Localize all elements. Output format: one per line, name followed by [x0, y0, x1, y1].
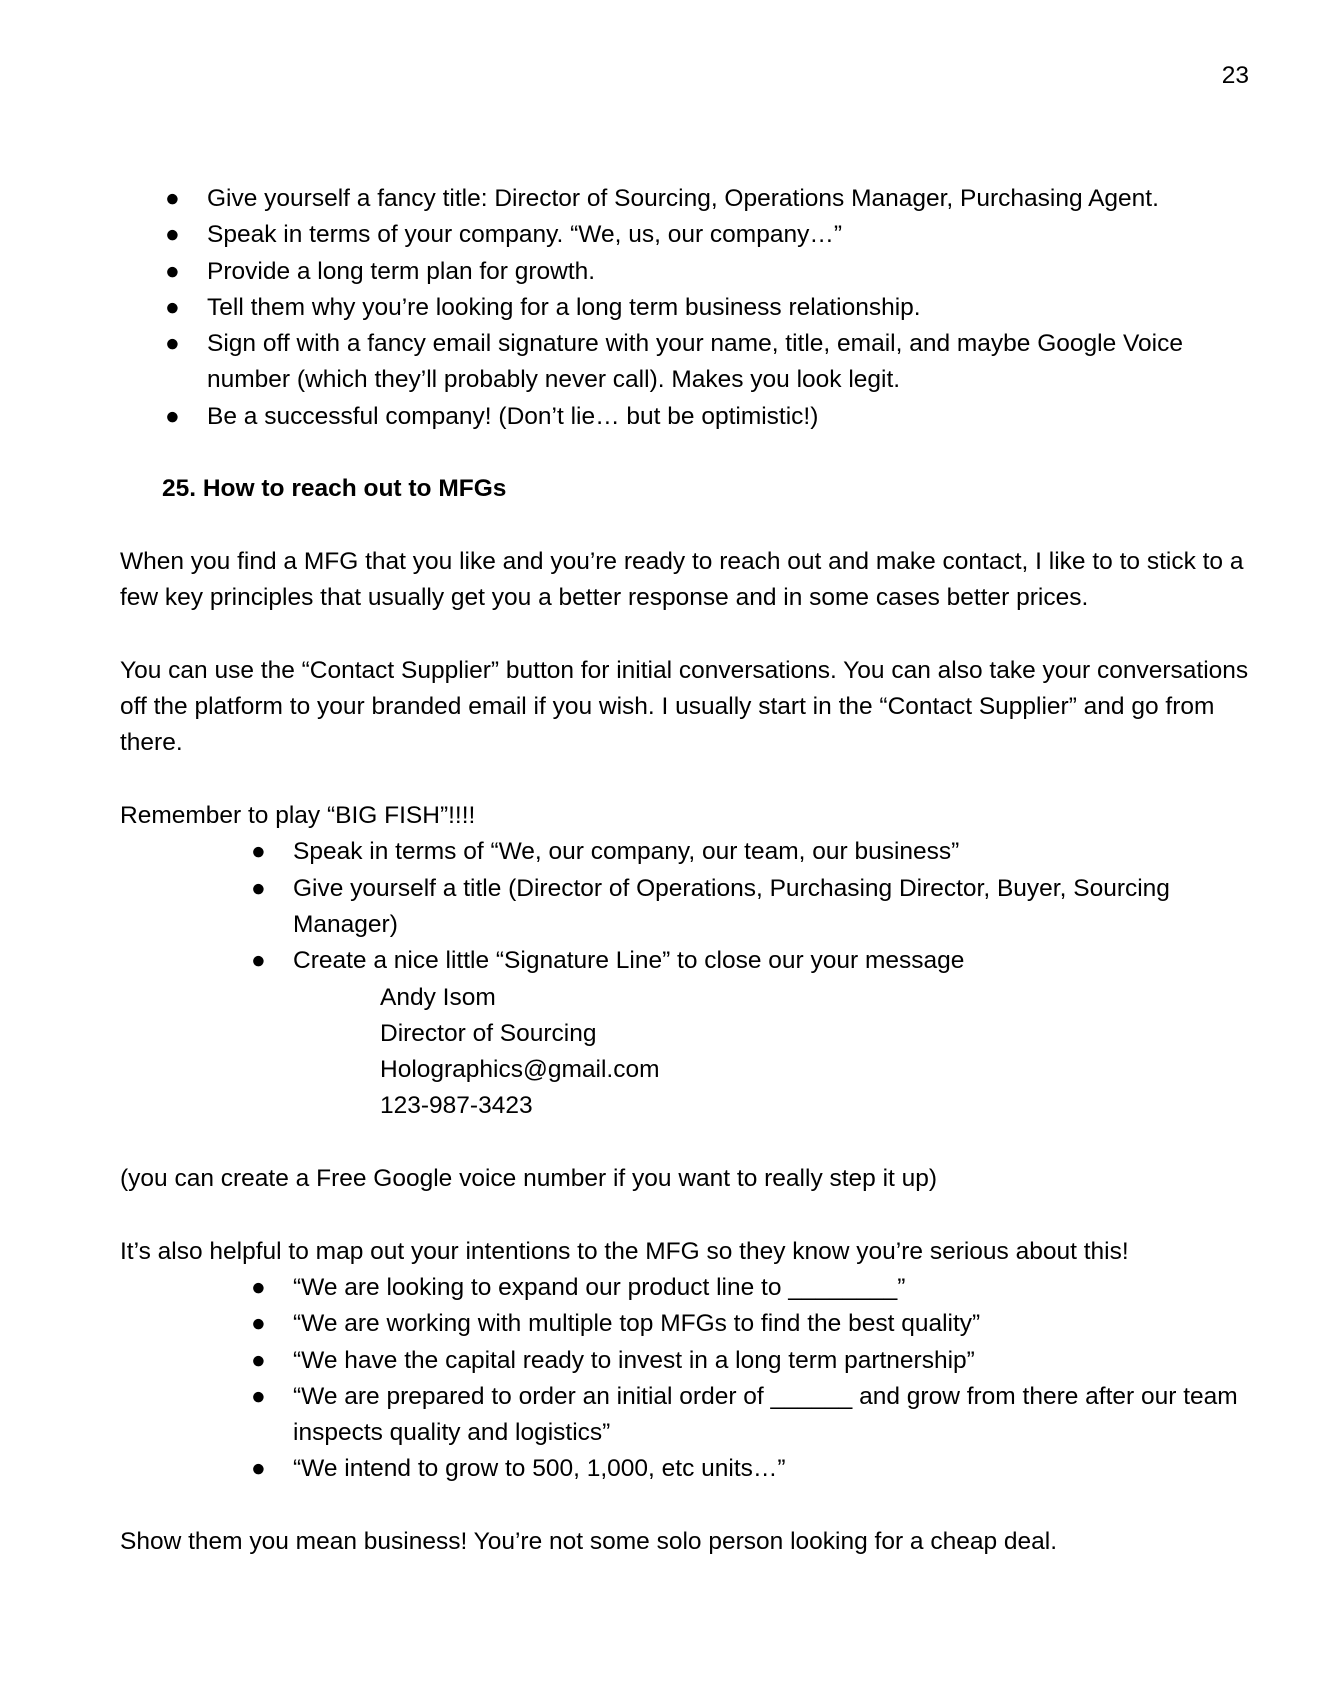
list-item: ● “We are looking to expand our product line to ________”	[293, 1270, 1260, 1306]
list-item: ● Speak in terms of your company. “We, us, our company…”	[207, 217, 1260, 253]
closing-paragraph: Show them you mean business! You’re not some solo person looking for a cheap deal.	[120, 1527, 1058, 1555]
list-item: ● “We intend to grow to 500, 1,000, etc units…”	[293, 1451, 1260, 1487]
list-item: ● Give yourself a fancy title: Director of Sourcing, Operations Manager, Purchasing Agent.	[207, 181, 1260, 217]
big-fish-paragraph: Remember to play “BIG FISH”!!!!	[120, 802, 476, 830]
list-item: ● “We have the capital ready to invest in a long term partnership”	[293, 1343, 1260, 1379]
bullet-icon: ●	[251, 947, 266, 975]
bullet-icon: ●	[165, 257, 180, 285]
contact-paragraph: You can use the “Contact Supplier” button for initial conversations. You can also take your conversations off the platform to your branded email if you wish. I usually start in the “Contact Supplier” and go from there.	[120, 656, 1249, 757]
page-number: 23	[1221, 62, 1249, 89]
signature-block	[380, 980, 1260, 1125]
list-item: ● “We are working with multiple top MFGs to find the best quality”	[293, 1306, 1260, 1342]
signature-email: Holographics@gmail.com	[380, 1056, 660, 1084]
list-item: ● Provide a long term plan for growth.	[207, 254, 1260, 290]
list-item: ● Speak in terms of “We, our company, our team, our business”	[293, 834, 1260, 870]
signature-phone: 123-987-3423	[380, 1092, 533, 1120]
list-item: ● Create a nice little “Signature Line” to close our your message Andy Isom Director of Sourcing Holographics@gmail.com 123-987-3423	[293, 943, 1260, 1124]
bullet-icon: ●	[251, 1310, 266, 1338]
bullet-icon: ●	[251, 838, 266, 866]
intentions-list	[251, 1270, 1260, 1488]
google-voice-paragraph: (you can create a Free Google voice number if you want to really step it up)	[120, 1165, 938, 1193]
bullet-icon: ●	[251, 1273, 266, 1301]
big-fish-list	[251, 834, 1260, 1124]
bullet-icon: ●	[165, 330, 180, 358]
intentions-paragraph: It’s also helpful to map out your intentions to the MFG so they know you’re serious about this!	[120, 1237, 1129, 1265]
intro-paragraph: When you find a MFG that you like and you’re ready to reach out and make contact, I like to to stick to a few key principles that usually get you a better response and in some cases better prices.	[120, 547, 1244, 612]
signature-name: Andy Isom	[380, 983, 496, 1011]
section-heading: 25. How to reach out to MFGs	[162, 475, 507, 503]
bullet-icon: ●	[165, 402, 180, 430]
bullet-icon: ●	[165, 293, 180, 321]
bullet-icon: ●	[251, 1346, 266, 1374]
list-item: ● “We are prepared to order an initial order of ______ and grow from there after our team inspects quality and logistics”	[293, 1379, 1260, 1452]
tips-list	[165, 181, 1260, 435]
list-item: ● Tell them why you’re looking for a long term business relationship.	[207, 290, 1260, 326]
document-body	[120, 181, 1260, 1560]
bullet-icon: ●	[251, 1382, 266, 1410]
signature-title: Director of Sourcing	[380, 1019, 597, 1047]
bullet-icon: ●	[165, 185, 180, 212]
list-item: ● Give yourself a title (Director of Operations, Purchasing Director, Buyer, Sourcing Manager)	[293, 871, 1260, 944]
list-item: ● Sign off with a fancy email signature with your name, title, email, and maybe Google Voice number (which they’ll probably never call). Makes you look legit.	[207, 326, 1260, 399]
bullet-icon: ●	[251, 1455, 266, 1483]
list-item: ● Be a successful company! (Don’t lie… but be optimistic!)	[207, 399, 1260, 435]
bullet-icon: ●	[165, 221, 180, 249]
bullet-icon: ●	[251, 874, 266, 902]
